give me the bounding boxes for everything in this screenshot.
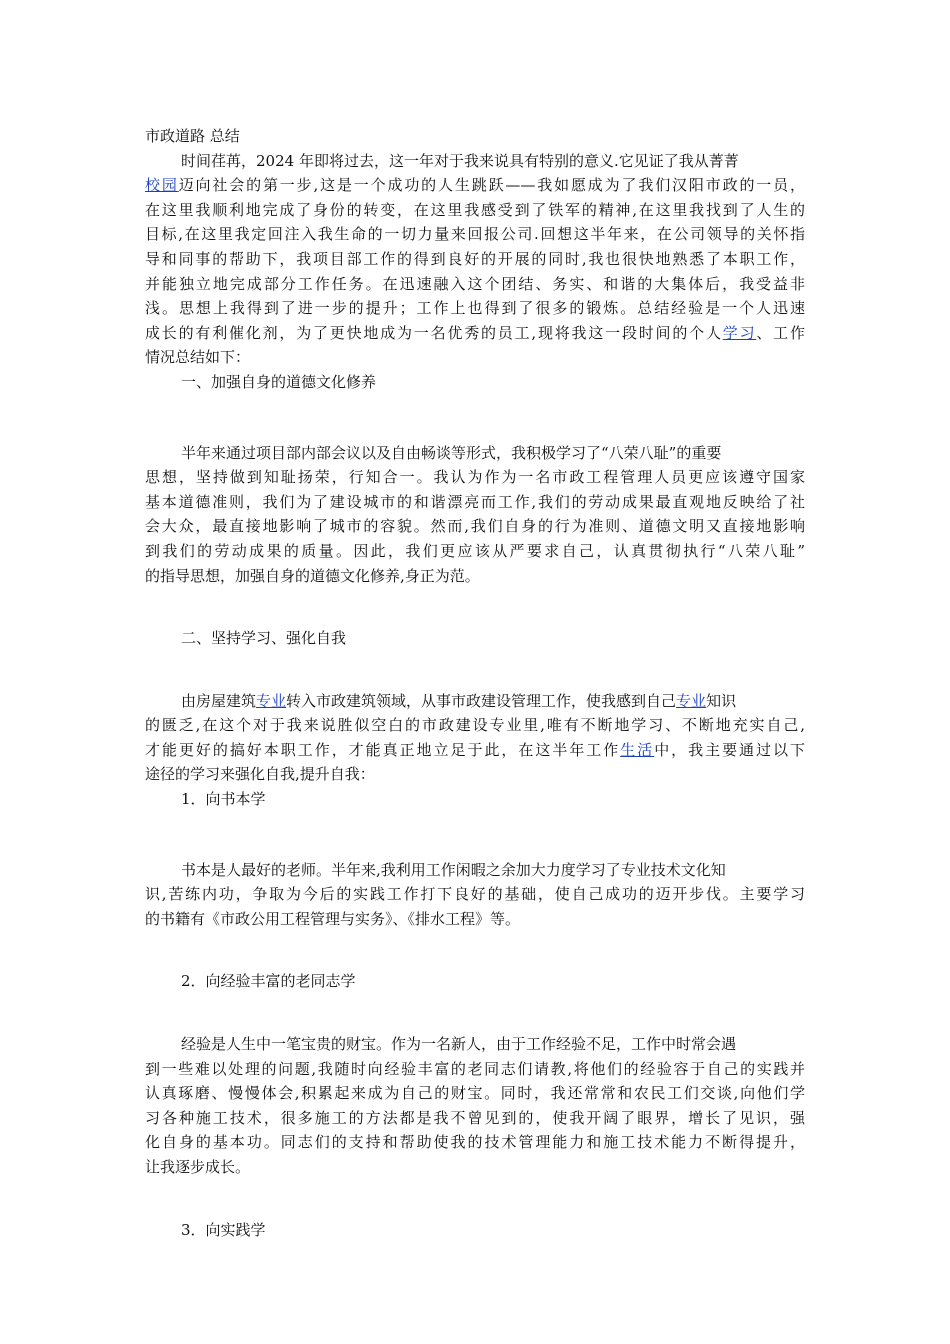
- text-run: 知识: [706, 691, 737, 710]
- document-body: [145, 124, 805, 1242]
- section2-heading: 二、坚持学习、强化自我: [181, 629, 347, 648]
- inline-link[interactable]: 学习: [722, 323, 757, 342]
- subsection2-heading: 2．向经验丰富的老同志学: [181, 972, 356, 991]
- paragraph-line: 经验是人生中一笔宝贵的财宝。作为一名新人，由于工作经验不足，工作中时常会遇: [181, 1035, 737, 1054]
- paragraph-line: 让我逐步成长。: [145, 1158, 251, 1176]
- spacer: [145, 994, 805, 1032]
- text-run: 、工作: [756, 323, 805, 342]
- text-run: 并能独立地完成部分工作任务。在迅速融入这个团结、务实、和谐的大集体后，我受益非: [145, 274, 805, 293]
- inline-link[interactable]: 专业: [256, 691, 287, 710]
- inline-link[interactable]: 校园: [145, 176, 179, 195]
- paragraph-line: 化自身的基本功。同志们的支持和帮助使我的技术管理能力和施工技术能力不断得提升，: [145, 1133, 805, 1152]
- text-run: 情况总结如下：: [145, 348, 251, 367]
- text-run: 成长的有利催化剂，为了更快地成为一名优秀的员工,现将我这一段时间的个人: [145, 323, 723, 342]
- subsection2-paragraph: [145, 1032, 805, 1180]
- intro-line: [145, 198, 805, 223]
- text-run: 在这里我顺利地完成了身份的转变，在这里我感受到了铁军的精神,在这里我找到了人生的: [145, 200, 805, 219]
- paragraph-line: 到一些难以处理的问题,我随时向经验丰富的老同志们请教,将他们的经验容于自己的实践并: [145, 1059, 805, 1078]
- section2-paragraph: [145, 689, 805, 787]
- intro-line: [145, 173, 805, 198]
- intro-line: [145, 321, 805, 346]
- intro-line: [145, 149, 805, 174]
- paragraph-line: 思想，坚持做到知耻扬荣，行知合一。我认为作为一名市政工程管理人员更应该遵守国家: [145, 468, 805, 487]
- intro-line: [145, 222, 805, 247]
- spacer: [145, 1180, 805, 1218]
- text-run: 目标,在这里我定回注入我生命的一切力量来回报公司.回想这半年来，在公司领导的关怀指: [145, 225, 805, 244]
- text-run: 导和同事的帮助下，我项目部工作的得到良好的开展的同时,我也很快地熟悉了本职工作，: [145, 249, 805, 268]
- text-run: 中，我主要通过以下: [654, 740, 805, 759]
- paragraph-line: 会大众，最直接地影响了城市的容貌。然而,我们自身的行为准则、道德文明又直接地影响: [145, 517, 805, 536]
- section1-heading: 一、加强自身的道德文化修养: [181, 372, 377, 391]
- paragraph-line: 的指导思想，加强自身的道德文化修养,身正为范。: [145, 566, 480, 585]
- spacer: [145, 812, 805, 858]
- paragraph-line: 书本是人最好的老师。半年来,我利用工作闲暇之余加大力度学习了专业技术文化知: [181, 860, 726, 879]
- text-run: 才能更好的搞好本职工作，才能真正地立足于此，在这半年工作: [145, 740, 621, 759]
- spacer: [145, 588, 805, 626]
- intro-line: [145, 296, 805, 321]
- text-run: 的匮乏,在这个对于我来说胜似空白的市政建设专业里,唯有不断地学习、不断地充实自己,: [145, 716, 805, 735]
- intro-paragraph: [145, 149, 805, 370]
- paragraph-line: [145, 738, 805, 763]
- paragraph-line: [145, 762, 805, 787]
- paragraph-line: 基本道德准则，我们为了建设城市的和谐漂亮而工作,我们的劳动成果最直观地反映给了社: [145, 492, 805, 511]
- subsection1-paragraph: [145, 858, 805, 932]
- text-run: 途径的学习来强化自我,提升自我：: [145, 765, 375, 784]
- paragraph-line: 认真琢磨、慢慢体会,积累起来成为自己的财宝。同时，我还常常和农民工们交谈,向他们学: [145, 1084, 805, 1103]
- paragraph-line: 半年来通过项目部内部会议以及自由畅谈等形式，我积极学习了“八荣八耻”的重要: [181, 443, 722, 462]
- intro-line: [145, 247, 805, 272]
- document-title: 市政道路 总结: [145, 127, 240, 145]
- intro-line: [145, 345, 805, 370]
- spacer: [145, 931, 805, 969]
- paragraph-line: [145, 689, 805, 714]
- inline-link[interactable]: 生活: [620, 740, 655, 759]
- inline-link[interactable]: 专业: [676, 691, 707, 710]
- spacer: [145, 395, 805, 441]
- subsection1-heading: 1．向书本学: [181, 790, 266, 809]
- paragraph-line: 到我们的劳动成果的质量。因此，我们更应该从严要求自己，认真贯彻执行“八荣八耻”: [145, 541, 805, 560]
- paragraph-line: 识,苦练内功，争取为今后的实践工作打下良好的基础，使自己成功的迈开步伐。主要学习: [145, 885, 805, 904]
- text-run: 由房屋建筑: [181, 691, 257, 710]
- paragraph-line: [145, 713, 805, 738]
- text-run: 转入市政建筑领域，从事市政建设管理工作，使我感到自己: [286, 691, 677, 710]
- paragraph-line: 的书籍有《市政公用工程管理与实务》、《排水工程》等。: [145, 909, 521, 928]
- subsection3-heading: 3．向实践学: [181, 1220, 266, 1239]
- text-run: 迈向社会的第一步,这是一个成功的人生跳跃——我如愿成为了我们汉阳市政的一员，: [178, 176, 805, 195]
- paragraph-line: 习各种施工技术，很多施工的方法都是我不曾见到的，使我开阔了眼界，增长了见识，强: [145, 1108, 805, 1127]
- intro-line: [145, 272, 805, 297]
- text-run: 浅。思想上我得到了进一步的提升；工作上也得到了很多的锻炼。总结经验是一个人迅速: [145, 299, 805, 318]
- text-run: 时间荏苒，2024 年即将过去，这一年对于我来说具有特别的意义.它见证了我从菁菁: [181, 151, 739, 170]
- section1-paragraph: [145, 441, 805, 589]
- spacer: [145, 651, 805, 689]
